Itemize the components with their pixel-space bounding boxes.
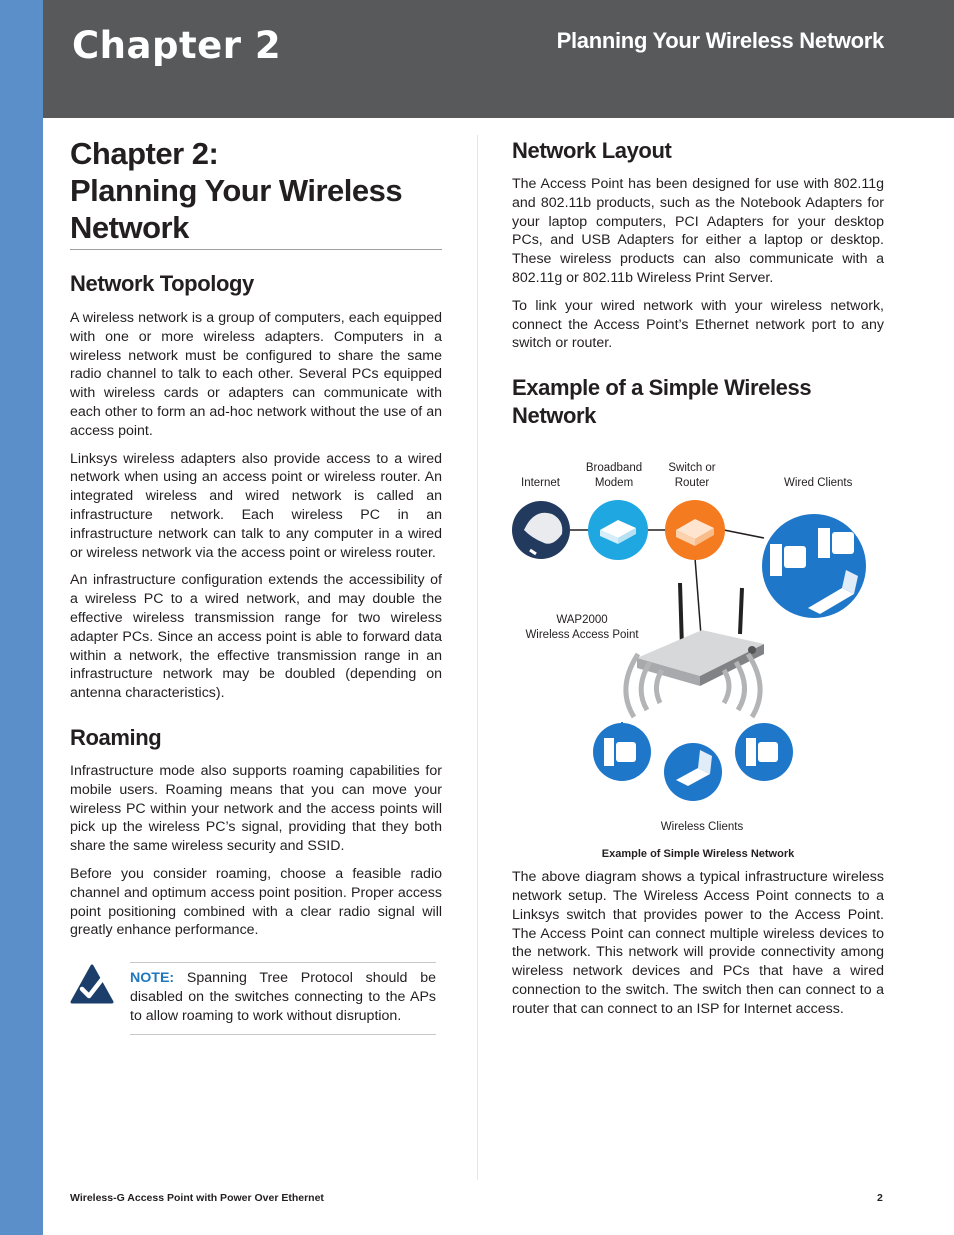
diagram-caption: Example of Simple Wireless Network [601,848,795,861]
footer-page-number: 2 [877,1192,883,1204]
label-wired-clients: Wired Clients [784,477,853,490]
checkmark-icon [70,964,114,1004]
heading-example-network: Example of a Simple Wireless Network [512,375,812,429]
label-wireless-clients: Wireless Clients [660,821,744,834]
network-diagram [512,438,884,848]
note-text-block [130,962,436,1034]
header-divider [43,118,954,120]
page-title-line2: Planning Your Wireless [70,173,403,208]
note-label: NOTE: [130,970,175,987]
diagram-graphics [512,438,884,818]
diagram-explanation-paragraph: The above diagram shows a typical infrastructure wireless network setup. The Wireless Access Point connects to a Linksys switch that provides power to the Access Point. The Access Point can connect multiple wireless devices to the network. This network will provide connectivity among wireless network devices and PCs that have a wired connection to the switch. The switch then can connect to a router that can connect to an ISP for Internet access. [512,869,884,1017]
label-modem-line2: Modem [594,477,634,490]
label-ap-line1: WAP2000 [556,614,608,627]
laptop-icon [664,743,722,801]
layout-paragraph-1: The Access Point has been designed for use with 802.11g and 802.11b products, such as the Notebook Adapters for your laptop computers, PCI Adapters for your desktop PCs, and USB Adapters for either a laptop or desktop. These wireless products can also communicate with a 802.11g or 802.11b Wireless Print Server. [512,176,884,286]
roaming-paragraph-1: Infrastructure mode also supports roaming capabilities for mobile users. Roaming means that you can move your wireless PC within your network and the access points will pick up the wireless PC’s signal, providing that they both share the same wireless security and SSID. [70,762,442,855]
desktop-pc-icon [593,722,651,781]
modem-icon [588,500,648,560]
globe-icon [512,501,570,559]
layout-paragraph-2: To link your wired network with your wireless network, connect the Access Point’s Ethernet network port to any switch or router. [512,297,884,352]
page-title [70,135,442,250]
label-switch-line2: Router [674,477,710,490]
note-body: Spanning Tree Protocol should be disabled on the switches connecting to the APs to allow roaming to work without disruption. [130,970,436,1024]
label-ap-line2: Wireless Access Point [525,629,639,642]
heading-network-layout: Network Layout [512,138,672,163]
note-box [70,962,442,1038]
heading-network-topology: Network Topology [70,271,254,296]
roaming-paragraph-2: Before you consider roaming, choose a feasible radio channel and optimum access point position. Proper access point positioning combined with a clear radio signal will greatly enhance performance. [70,865,442,939]
note-paragraph [130,969,436,1025]
label-modem-line1: Broadband [585,462,643,475]
chapter-label: Chapter 2 [72,24,282,67]
topology-paragraph-3: An infrastructure configuration extends the accessibility of a wireless PC to a wired network, and may double the effective wireless transmission range for two wireless adapter PCs. Since an access point is able to forward data within a network, the effective transmission range in an infrastructure network may be doubled (depending on antenna characteristics). [70,572,442,702]
footer-product-name: Wireless-G Access Point with Power Over Ethernet [70,1192,324,1204]
switch-icon [665,500,725,560]
desktop-pc-icon [735,723,793,781]
access-point-icon [637,583,764,686]
page-title-line3: Network [70,210,189,245]
left-accent-bar [0,0,43,1235]
header-section-title: Planning Your Wireless Network [556,28,884,53]
right-column [512,135,884,1019]
topology-paragraph-2: Linksys wireless adapters also provide access to a wired network when using an access point or wireless router. An integrated wireless and wired network is called an infrastructure network. Each wireless PC in an infrastructure network can talk to any computer in a wired or wireless network via the access point or wireless router. [70,450,442,561]
wired-clients-icon [762,514,866,618]
label-switch-line1: Switch or [668,462,716,475]
column-divider [477,135,478,1180]
left-column [70,135,442,1038]
heading-roaming: Roaming [70,724,162,750]
label-internet: Internet [521,477,560,490]
page-title-line1: Chapter 2: [70,136,219,171]
topology-paragraph-1: A wireless network is a group of computers, each equipped with one or more wireless adapters. Computers in a wireless network must be configured to share the same radio channel to talk to each other. Several PCs equipped with wireless cards or adapters can communicate with each other to form an ad-hoc network without the use of an access point. [70,310,442,439]
